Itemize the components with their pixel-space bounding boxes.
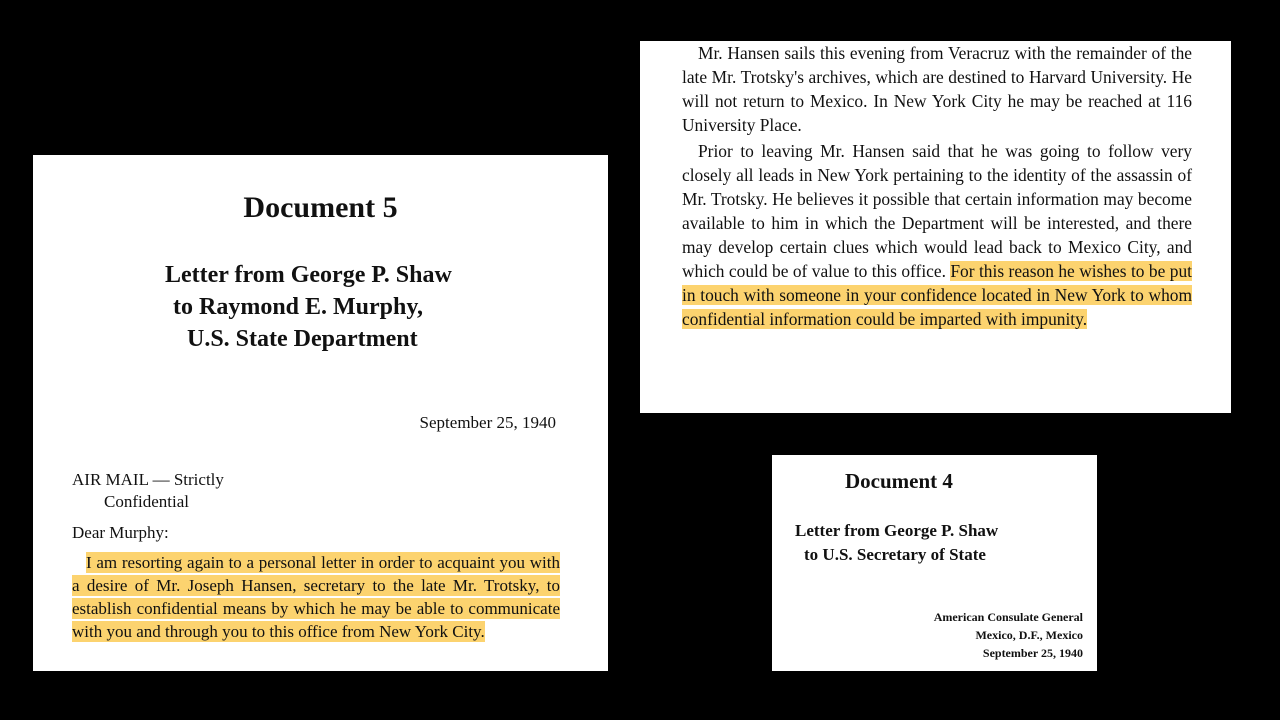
- document-4-subtitle: [795, 519, 998, 567]
- excerpt-paragraph-1: Mr. Hansen sails this evening from Veracruz with the remainder of the late Mr. Trotsky's archives, which are destined to Harvard University. He will not return to Mexico. In New York City he may be reached at 116 University Place.: [682, 43, 1192, 135]
- salutation: Dear Murphy:: [72, 523, 169, 542]
- document-4-subtitle-line: Letter from George P. Shaw: [795, 521, 999, 540]
- document-4-title: Document 4: [845, 469, 953, 493]
- airmail-line: AIR MAIL — Strictly: [72, 470, 224, 489]
- airmail-notice: [72, 469, 224, 513]
- document-5-subtitle: [165, 259, 452, 355]
- consulate-address: [934, 608, 1083, 662]
- address-line: September 25, 1940: [982, 646, 1083, 660]
- address-line: Mexico, D.F., Mexico: [975, 628, 1083, 642]
- document-5-card: [33, 155, 608, 671]
- address-line: American Consulate General: [933, 610, 1083, 624]
- letter-body: [72, 551, 560, 643]
- excerpt-plain-text: Prior to leaving Mr. Hansen said that he was going to follow very closely all leads in New York pertaining to the identity of the assassin of Mr. Trotsky. He believes it possible that certain information may become available to him in which the Department will be interested, and there may develop certain clues which would lead back to Mexico City, and which could be of value to this office.: [682, 141, 1192, 281]
- document-4-card: [772, 455, 1097, 671]
- excerpt-paragraph-2: [682, 139, 1192, 331]
- highlighted-body-text: I am resorting again to a personal letter in order to acquaint you with a desire of Mr. Joseph Hansen, secretary to the late Mr. Trotsky, to establish confidential means by which he may be able to communicate with you and through you to this office from New York City.: [72, 553, 560, 641]
- excerpt-highlighted-text: For this reason he wishes to be put in touch with someone in your confidence located in New York to whom confidential information could be imparted with impunity.: [682, 261, 1192, 329]
- document-5-subtitle-line: Letter from George P. Shaw: [165, 262, 452, 288]
- document-5-title: Document 5: [243, 191, 398, 224]
- document-4-subtitle-line: to U.S. Secretary of State: [804, 545, 986, 564]
- document-5-subtitle-line: U.S. State Department: [187, 326, 418, 352]
- document-5-subtitle-line: to Raymond E. Murphy,: [173, 294, 424, 320]
- airmail-line: Confidential: [104, 492, 189, 511]
- document-5-date: September 25, 1940: [419, 413, 556, 432]
- letter-excerpt-card: [640, 41, 1231, 413]
